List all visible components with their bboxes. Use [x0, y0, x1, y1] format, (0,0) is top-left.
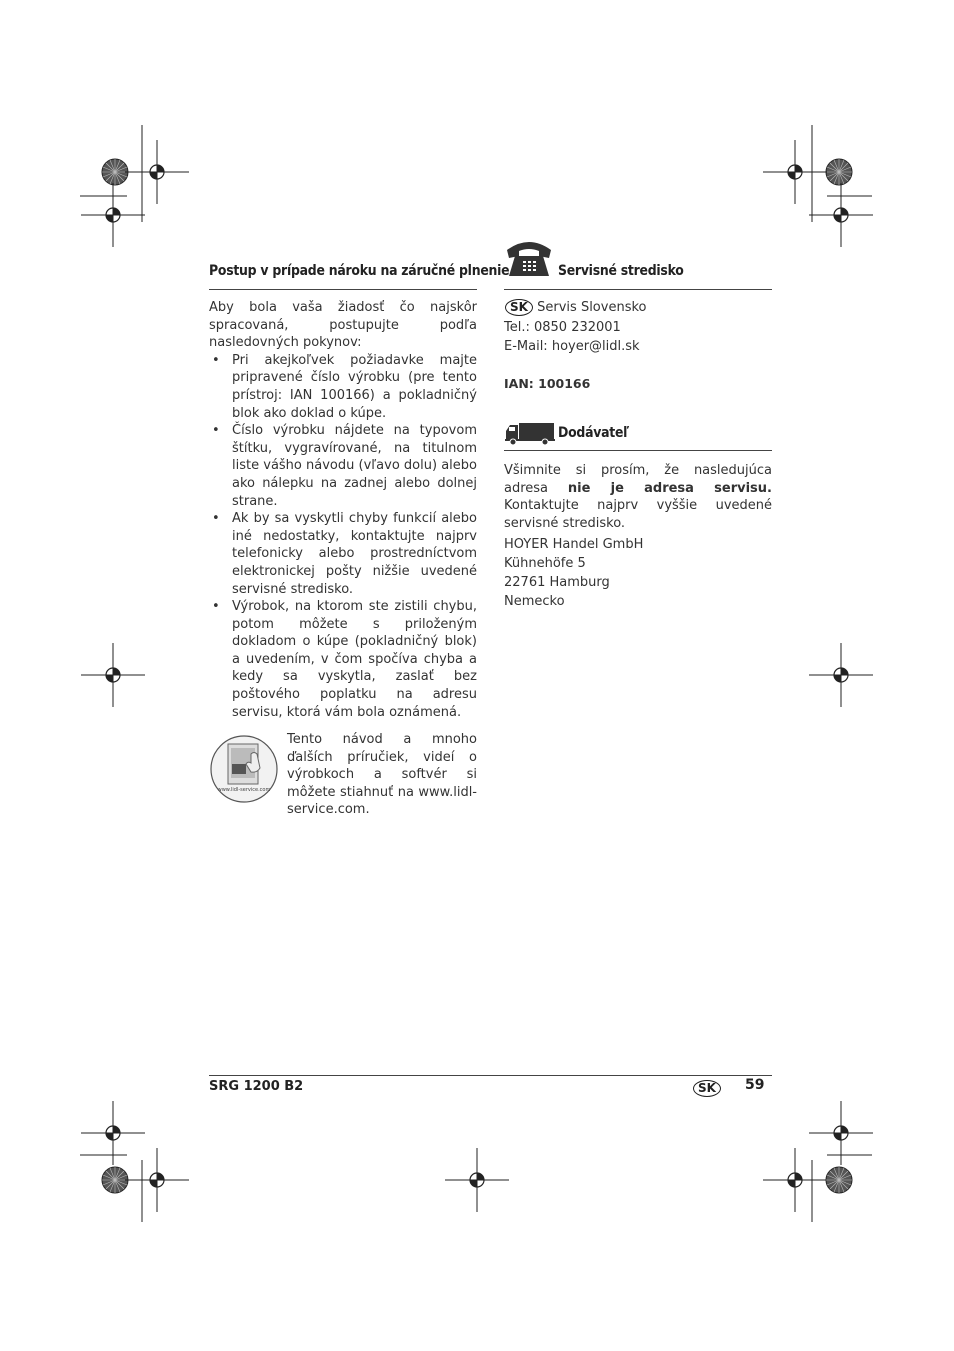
country-badge: SK	[505, 299, 533, 316]
address-line: Kühnehöfe 5	[504, 556, 586, 571]
warranty-step: • Výrobok, na ktorom ste zistili chybu, potom môžete s priloženým dokladom o kúpe (pokladničný blok) a uvedením, v čom spočíva chyba a kedy sa vyskytla, zaslať bez poštového poplatku na adresu servisu, ktorá vám bola oznámená.	[209, 598, 477, 721]
footer-model: SRG 1200 B2	[209, 1079, 304, 1094]
address-line: Nemecko	[504, 594, 565, 609]
supplier-note	[504, 462, 772, 532]
warranty-step: • Pri akejkoľvek požiadavke majte pripravené číslo výrobku (pre tento prístroj: IAN 100166) a pokladničný blok ako doklad o kúpe.	[209, 352, 477, 422]
warranty-step: • Ak by sa vyskytli chyby funkcií alebo iné nedostatky, kontaktujte najprv telefonicky alebo prostredníctvom elektronickej pošty nižšie uvedené servisné stredisko.	[209, 510, 477, 598]
warranty-steps-list	[209, 352, 477, 721]
supplier-heading-rule	[504, 450, 772, 451]
service-name-line	[505, 298, 647, 317]
download-manual-icon	[209, 734, 279, 804]
warranty-intro: Aby bola vaša žiadosť čo najskôr spracovaná, postupujte podľa nasledovných pokynov:	[209, 300, 477, 351]
service-heading-rule	[504, 289, 772, 290]
supplier-address	[504, 535, 643, 611]
supplier-note-end: Kontaktujte najprv vyššie uvedené servisné stredisko.	[504, 498, 772, 531]
ian-label: IAN: 100166	[504, 376, 591, 391]
truck-icon	[505, 421, 555, 445]
warranty-heading: Postup v prípade nároku na záručné plnenie	[209, 263, 510, 279]
page-number: 59	[745, 1077, 765, 1093]
footer-country-badge: SK	[693, 1080, 721, 1097]
supplier-note-start: Všimnite si prosím, že nasledujúca adresa	[504, 463, 772, 496]
service-email: E-Mail: hoyer@lidl.sk	[504, 339, 640, 354]
supplier-heading: Dodávateľ	[558, 425, 629, 441]
supplier-note-bold: nie je adresa servisu.	[567, 480, 772, 496]
service-name: Servis Slovensko	[537, 300, 647, 315]
download-text: Tento návod a mnoho ďalších príručiek, videí o výrobkoch a softvér si môžete stiahnuť na www.lidl-service.com.	[287, 732, 477, 818]
telephone-icon	[505, 238, 553, 278]
footer-rule	[209, 1075, 772, 1076]
warranty-step: • Číslo výrobku nájdete na typovom štítku, vygravírované, na titulnom liste vášho návodu (vľavo dolu) alebo ako nálepku na zadnej alebo dolnej strane.	[209, 422, 477, 510]
address-line: 22761 Hamburg	[504, 575, 610, 590]
warranty-heading-rule	[209, 289, 477, 290]
service-phone: Tel.: 0850 232001	[504, 320, 621, 335]
warranty-body	[209, 299, 477, 721]
service-heading: Servisné stredisko	[558, 263, 684, 279]
address-line: HOYER Handel GmbH	[504, 537, 644, 552]
download-icon-caption: www.lidl-service.com	[217, 787, 271, 793]
